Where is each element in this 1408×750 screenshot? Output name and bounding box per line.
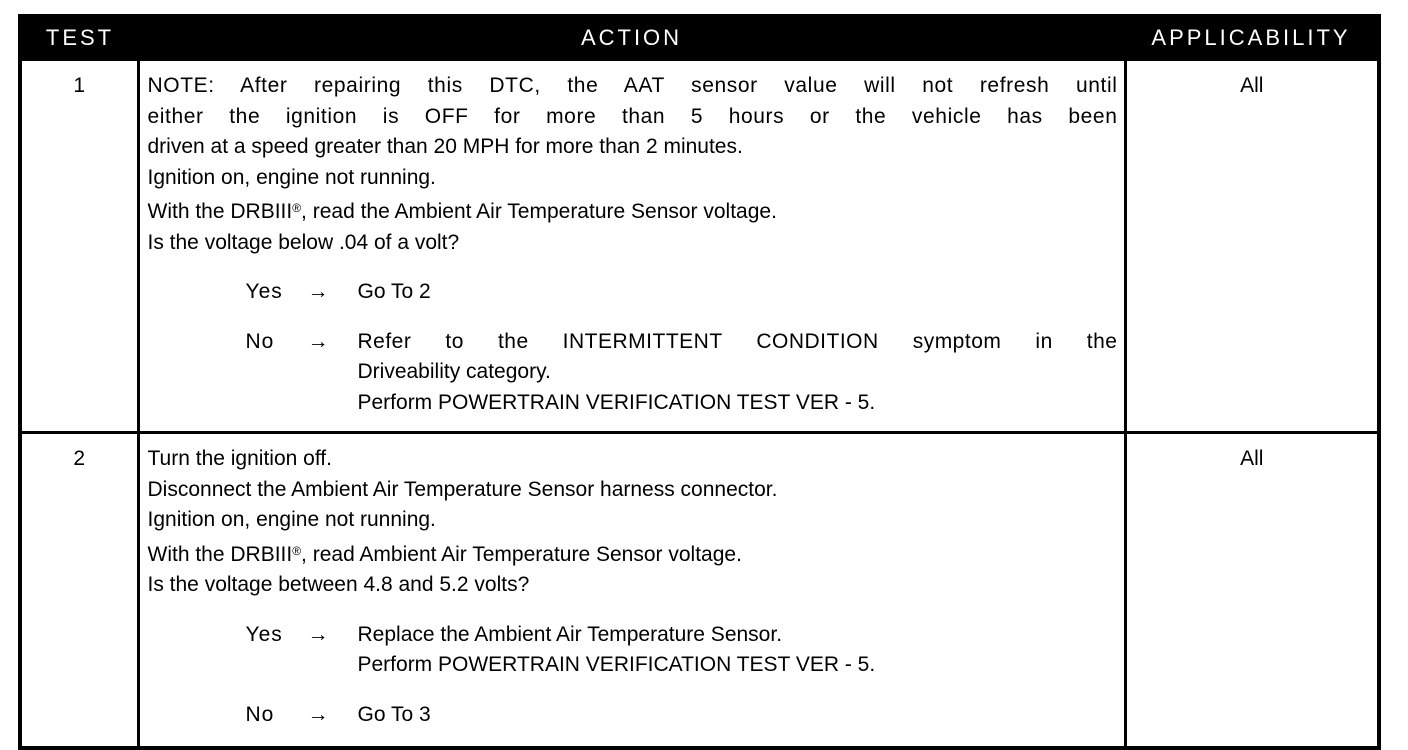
note-line: either the ignition is OFF for more than 5 hours or the vehicle has been [147,104,1118,128]
outcome-yes [148,277,1118,308]
outcome-label: Yes [245,280,283,303]
action-cell [138,60,1125,433]
outcome-line: Driveability category. [357,360,551,383]
outcome-line: Refer to the INTERMITTENT CONDITION symptom in the [357,329,1118,353]
outcome-label: Yes [245,622,283,646]
outcome-text [358,620,1118,681]
outcome-no [148,700,1118,731]
action-line: Turn the ignition off. [147,447,332,470]
action-line: Disconnect the Ambient Air Temperature Sensor harness connector. [147,477,778,501]
diagnostic-test-table [18,14,1381,750]
action-line: Is the voltage below .04 of a volt? [147,230,460,254]
action-line [148,193,1118,228]
note-line: NOTE: After repairing this DTC, the AAT sensor value will not refresh until [147,74,1118,97]
right-arrow-icon: → [307,280,329,303]
table-header-row [20,16,1379,60]
outcome-line: Perform POWERTRAIN VERIFICATION TEST VER - 5. [357,390,876,414]
outcome-line: Replace the Ambient Air Temperature Sensor. [357,622,783,646]
table-row [20,60,1379,433]
test-number: 1 [20,60,138,433]
table-row [20,433,1379,749]
right-arrow-icon: → [307,702,329,726]
outcome-label: No [245,702,275,726]
outcome-text [358,277,1118,308]
outcome-label: No [245,329,275,353]
action-line-text: , read the Ambient Air Temperature Sensor voltage. [301,200,777,223]
action-line-text: With the DRBIII [147,200,293,223]
outcome-text [358,700,1118,731]
outcome-no [148,327,1118,419]
action-line: driven at a speed greater than 20 MPH for more than 2 minutes. [147,135,743,158]
outcome-line: Go To 2 [357,280,431,303]
header-test: TEST [20,16,138,60]
outcome-line: Perform POWERTRAIN VERIFICATION TEST VER - 5. [357,653,876,676]
action-line: Ignition on, engine not running. [147,165,436,189]
right-arrow-icon: → [307,329,329,353]
outcome-text [358,327,1118,419]
right-arrow-icon: → [307,622,329,646]
action-line: Is the voltage between 4.8 and 5.2 volts? [147,573,530,596]
header-action: ACTION [138,16,1125,60]
test-number: 2 [20,433,138,749]
action-line: Ignition on, engine not running. [147,508,436,531]
registered-mark: ® [292,201,302,215]
registered-mark: ® [292,543,302,558]
outcome-yes [148,620,1118,681]
applicability-value: All [1125,60,1379,433]
applicability-value: All [1125,433,1379,749]
header-applicability: APPLICABILITY [1125,16,1379,60]
action-line [148,536,1118,571]
action-line-text: , read Ambient Air Temperature Sensor voltage. [301,542,742,566]
action-line-text: With the DRBIII [147,542,293,566]
outcome-line: Go To 3 [357,702,431,726]
action-cell [138,433,1125,749]
